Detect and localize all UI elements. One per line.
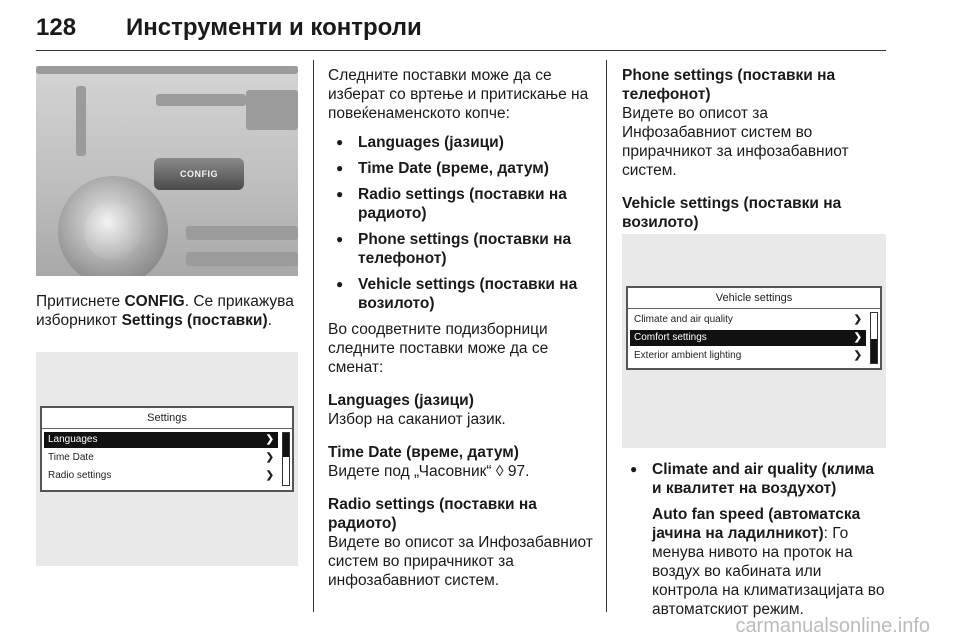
lcd-scrollbar [870, 312, 878, 364]
list-item: ● Vehicle settings (поставки на возилото) [328, 275, 598, 313]
chevron-right-icon: ❯ [853, 314, 862, 325]
column-divider-1 [313, 60, 314, 612]
settings-lcd [40, 406, 294, 492]
col2 [328, 66, 598, 590]
col3-top [622, 66, 886, 232]
lcd-title: Vehicle settings [715, 292, 793, 304]
chevron-right-icon: ❯ [853, 350, 862, 361]
chevron-right-icon: ❯ [265, 452, 274, 463]
intro-text: Следните поставки може да се изберат со вртење и притискање на повеќенаменското копче: [328, 67, 589, 122]
chevron-right-icon: ❯ [853, 332, 862, 343]
lcd-row-radio-settings: Radio settings ❯ [44, 468, 278, 484]
list-item: ● Phone settings (поставки на телефонот) [328, 230, 598, 268]
list-item: ● Languages (јазици) [328, 133, 598, 152]
lcd-scrollbar [282, 432, 290, 486]
phone-settings-heading: Phone settings (поставки на телефонот) [622, 67, 836, 103]
col3-bottom [622, 460, 886, 619]
lcd-row-climate: Climate and air quality ❯ [630, 312, 866, 328]
watermark: carmanualsonline.info [735, 615, 930, 637]
config-button-photo [36, 66, 298, 276]
list-item: ● Radio settings (поставки на радиото) [328, 185, 598, 223]
submenus-text: Во соодветните подизборници следните поставки може да се сменат: [328, 321, 549, 376]
header-rule [36, 50, 886, 51]
vehicle-screen-panel [622, 234, 886, 448]
time-date-heading: Time Date (време, датум) [328, 444, 519, 461]
time-date-text: Видете под „Часовник“ ◊ 97. [328, 463, 530, 480]
config-button-label: CONFIG [154, 158, 244, 190]
chevron-right-icon: ❯ [265, 470, 274, 481]
page-title: Инструменти и контроли [126, 14, 422, 41]
lcd-row-exterior-lighting: Exterior ambient lighting ❯ [630, 348, 866, 364]
chevron-right-icon: ❯ [265, 434, 274, 445]
settings-list [328, 133, 598, 313]
languages-heading: Languages (јазици) [328, 392, 474, 409]
settings-screen-panel [36, 352, 298, 566]
page-header [36, 14, 886, 48]
lcd-title: Settings [147, 412, 187, 424]
lcd-row-comfort: Comfort settings ❯ [630, 330, 866, 346]
lcd-row-time-date: Time Date ❯ [44, 450, 278, 466]
list-item: ● Climate and air quality (клима и квалитет на воздухот) [622, 460, 886, 498]
vehicle-settings-list [622, 460, 886, 498]
list-item: ● Time Date (време, датум) [328, 159, 598, 178]
auto-fan-speed-entry: Auto fan speed (автоматска јачина на ладилникот): Го менува нивото на проток на воздух во кабината или контрола на климатизацијата во автоматскиот режим. [652, 506, 885, 618]
vehicle-settings-heading: Vehicle settings (поставки на возилото) [622, 195, 842, 231]
page-number: 128 [36, 14, 77, 41]
radio-settings-heading: Radio settings (поставки на радиото) [328, 496, 537, 532]
radio-settings-text: Видете во описот за Инфозабавниот систем во прирачникот за инфозабавниот систем. [328, 534, 593, 589]
column-divider-2 [606, 60, 607, 612]
col1-caption: Притиснете CONFIG. Се прикажува изборникот Settings (поставки). [36, 293, 294, 329]
phone-settings-text: Видете во описот за Инфозабавниот систем во прирачникот за инфозабавниот систем. [622, 105, 849, 179]
vehicle-lcd [626, 286, 882, 370]
lcd-row-languages: Languages ❯ [44, 432, 278, 448]
languages-text: Избор на саканиот јазик. [328, 411, 506, 428]
knob-center [84, 202, 142, 260]
